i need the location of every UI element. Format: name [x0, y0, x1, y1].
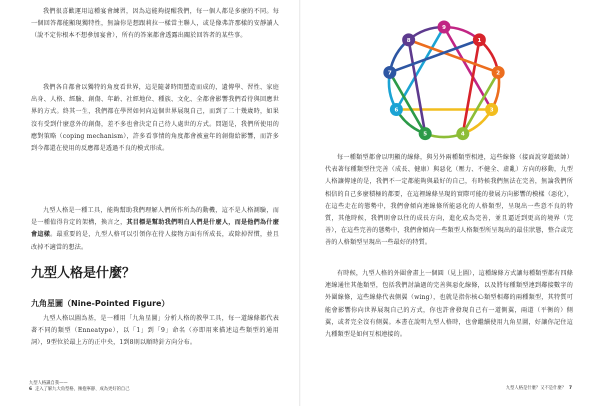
- paragraph: 九型人格以圖為基，是一種用「九角星圖」分析人格的教學工具，每一道線條都代表著不同的類型（Enneatype），以「1」到「9」命名（亦即用來描述這些類型的通用詞），9型位於最上方的正中央，1到8則以順時針方向分布。: [31, 315, 279, 347]
- enneagram-node-label: 7: [387, 70, 392, 77]
- book-title: 九型人格識自我——: [29, 381, 68, 386]
- enneagram-node-label: 5: [423, 131, 428, 138]
- book-subtitle: 走入了解九大角型格，擁抱寧靜、成為更好的自己: [35, 387, 130, 392]
- right-footer: [506, 385, 572, 391]
- paragraph: 我們很喜歡運用這種宴會練習，因為這能夠提醒我們，每一個人都是多麼的不同。每一個回答都能顯現獨特性，無論你是想跟莉拉一樣當主聯人，或是像弗許那樣的安靜讀人（說不定你根本不想參加宴會），所有的答案都會透露出關於回答者的某些事。: [31, 8, 279, 40]
- enneagram-node-label: 4: [460, 131, 465, 138]
- enneagram-node-label: 3: [489, 107, 494, 114]
- page-number: 7: [569, 386, 572, 391]
- page-number: 6: [29, 387, 32, 392]
- paragraph-text: 。最重要的是，九型人格可以引領你在待人接物方面有所成長，或除掉習慣，並且改掉不適當的想法。: [31, 231, 279, 251]
- section-subheading: 九角星圖（Nine-Pointed Figure）: [31, 299, 170, 308]
- paragraph: 我們各自都會以獨特的角度看世界，這是隨著時間塑造而成的，遺傳學、習性、家庭出身、人格、經驗、創傷、年齡、社經地位、種族、文化、全都會影響我們看待與回應世界的方式。終其一生，我們都在學習如何向這個世界展現自己，而到了二十幾歲時，如果沒有受到什麼意外的創傷，差不多也會決定自己待人處世的方式。問題是，我們所使用的應對策略（coping mechanism），許多看事情的角度都會被童年的創傷給影響，而許多到今都還在使用的反應都是透過不良的模式形成。: [31, 84, 279, 153]
- paragraph: 每一種類型都會以明顯的線條，與另外兩種類型相連，這些線條（接面說穿超級帥）代表著每種類型往完善（成長、健康）與惡化（壓力、不健全、虛亂）方向的移動，九型人格讓傳達的是，我們不一定都能夠與最好的自己，有時候我們無法在完善，無論我們所相信的自己多麼積極的都要，在這裡線條呈現的實際可能的發展方向影響的模樣（惡化），在這些走在的態勢中，我們會傾向連線條所能惡化的人格類型，呈現出一些意不良的特質，其他時候，我們則會以往的成長方向，進化成為完善，並且逼近到更高的境界（完善），在這些完善的態勢中，我們會傾向一些類型人格類型所呈現出的最佳狀態，整合或完善的人格類型呈現出一些最好的特質。: [325, 154, 573, 247]
- enneagram-node-label: 1: [477, 37, 482, 44]
- paragraph: 有時候，九型人格的外圍會畫上一個圓（見上圖），這種線條方式讓每種類型都有四條連線通往其他類型，包括我們討論過的完善與惡化線條，以及將每種類型連到鄰接數字的外圍線條，這些線條代表側翼（wing），也就是指你核心類型相鄰的兩種類型，其特質可能會影響你向世界展現自己的方式，你也許會發現自己有一道側翼，兩道（平衡的）側翼，或者完全沒有側翼。本書在說明九型人格時，也會繼續使用九角星圖，好讓你記住這九種類型是如何互相連接的。: [325, 270, 573, 339]
- section-heading: 九型人格是什麼？: [31, 266, 136, 281]
- emphasis-text: 其目標是幫助我們明白人們是什麼人，而是他們為什麼會這樣: [31, 219, 280, 239]
- footer-text: 九型人格是什麼？又不是什麼？: [505, 386, 566, 391]
- enneagram-node-label: 6: [394, 107, 399, 114]
- enneagram-node-label: 9: [442, 25, 446, 31]
- enneagram-figure: [369, 15, 519, 149]
- right-page: [300, 0, 600, 406]
- left-footer: [29, 381, 130, 393]
- paragraph-text: 九型人格是一種工具，能夠幫助我們理解人們所作所為的動機，這不是人格測驗，而是一種值得肯定的架構，換言之，: [31, 207, 279, 227]
- book-subtitle-line: [29, 387, 130, 393]
- enneagram-node-label: 8: [406, 37, 411, 44]
- paragraph: [31, 205, 279, 254]
- enneagram-node-label: 2: [496, 70, 501, 77]
